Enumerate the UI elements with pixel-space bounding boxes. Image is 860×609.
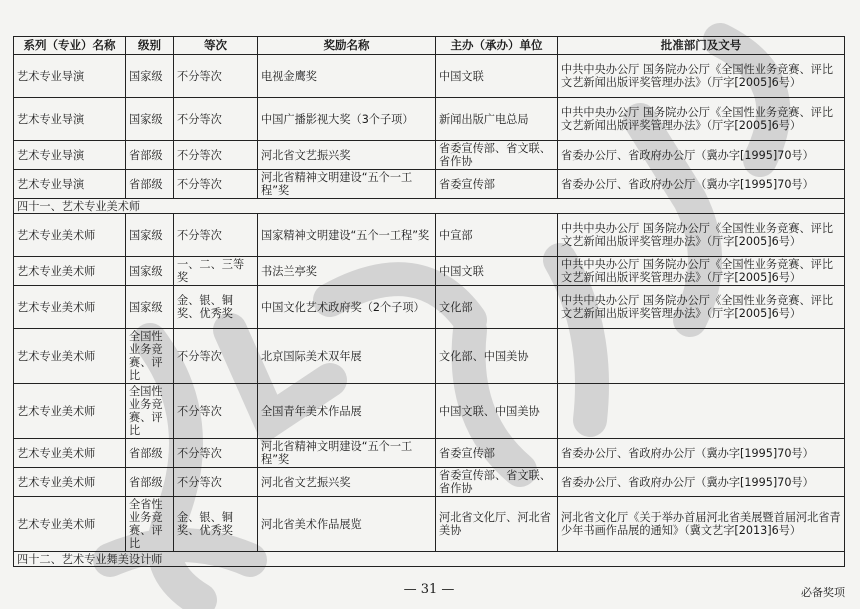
cell-series: 艺术专业美术师 bbox=[14, 439, 126, 468]
cell-approval-ref: 省委办公厅、省政府办公厅（冀办字[1995]70号） bbox=[558, 439, 845, 468]
cell-award-name: 河北省文艺振兴奖 bbox=[258, 468, 436, 497]
section-row bbox=[14, 552, 845, 567]
table-row bbox=[14, 329, 845, 384]
cell-series: 艺术专业美术师 bbox=[14, 468, 126, 497]
header-host-unit: 主办（承办）单位 bbox=[436, 37, 558, 55]
table-row bbox=[14, 98, 845, 141]
header-grade: 等次 bbox=[174, 37, 258, 55]
cell-host-unit: 河北省文化厅、河北省美协 bbox=[436, 497, 558, 552]
cell-grade: 金、银、铜奖、优秀奖 bbox=[174, 497, 258, 552]
cell-series: 艺术专业美术师 bbox=[14, 384, 126, 439]
cell-award-name: 河北省美术作品展览 bbox=[258, 497, 436, 552]
cell-approval-ref: 省委办公厅、省政府办公厅（冀办字[1995]70号） bbox=[558, 468, 845, 497]
cell-level: 省部级 bbox=[126, 468, 174, 497]
cell-grade: 不分等次 bbox=[174, 384, 258, 439]
cell-award-name: 河北省精神文明建设“五个一工程”奖 bbox=[258, 170, 436, 199]
cell-host-unit: 文化部、中国美协 bbox=[436, 329, 558, 384]
table-row bbox=[14, 257, 845, 286]
table-row bbox=[14, 55, 845, 98]
cell-level: 国家级 bbox=[126, 98, 174, 141]
cell-approval-ref: 河北省文化厅《关于举办首届河北省美展暨首届河北省青少年书画作品展的通知》（冀文艺字[2013]6号） bbox=[558, 497, 845, 552]
cell-approval-ref: 中共中央办公厅 国务院办公厅《全国性业务竞赛、评比文艺新闻出版评奖管理办法》（厅字[2005]6号） bbox=[558, 257, 845, 286]
footer-tag: 必备奖项 bbox=[801, 586, 845, 599]
cell-host-unit: 中国文联 bbox=[436, 257, 558, 286]
cell-grade: 不分等次 bbox=[174, 439, 258, 468]
cell-level: 全省性业务竞赛、评比 bbox=[126, 497, 174, 552]
cell-approval-ref: 中共中央办公厅 国务院办公厅《全国性业务竞赛、评比文艺新闻出版评奖管理办法》（厅字[2005]6号） bbox=[558, 286, 845, 329]
cell-grade: 不分等次 bbox=[174, 55, 258, 98]
cell-level: 国家级 bbox=[126, 257, 174, 286]
cell-series: 艺术专业导演 bbox=[14, 98, 126, 141]
cell-award-name: 书法兰亭奖 bbox=[258, 257, 436, 286]
cell-approval-ref: 中共中央办公厅 国务院办公厅《全国性业务竞赛、评比文艺新闻出版评奖管理办法》（厅字[2005]6号） bbox=[558, 98, 845, 141]
cell-approval-ref: 中共中央办公厅 国务院办公厅《全国性业务竞赛、评比文艺新闻出版评奖管理办法》（厅字[2005]6号） bbox=[558, 214, 845, 257]
table-body bbox=[14, 55, 845, 567]
cell-level: 省部级 bbox=[126, 170, 174, 199]
cell-approval-ref bbox=[558, 329, 845, 384]
award-table bbox=[13, 36, 845, 567]
cell-host-unit: 中国文联、中国美协 bbox=[436, 384, 558, 439]
cell-series: 艺术专业美术师 bbox=[14, 257, 126, 286]
cell-grade: 不分等次 bbox=[174, 214, 258, 257]
cell-level: 省部级 bbox=[126, 141, 174, 170]
cell-series: 艺术专业导演 bbox=[14, 170, 126, 199]
cell-approval-ref: 省委办公厅、省政府办公厅（冀办字[1995]70号） bbox=[558, 170, 845, 199]
cell-series: 艺术专业美术师 bbox=[14, 497, 126, 552]
cell-award-name: 电视金鹰奖 bbox=[258, 55, 436, 98]
cell-level: 全国性业务竞赛、评比 bbox=[126, 329, 174, 384]
cell-approval-ref: 中共中央办公厅 国务院办公厅《全国性业务竞赛、评比文艺新闻出版评奖管理办法》（厅字[2005]6号） bbox=[558, 55, 845, 98]
cell-grade: 金、银、铜奖、优秀奖 bbox=[174, 286, 258, 329]
cell-approval-ref bbox=[558, 384, 845, 439]
cell-grade: 一、二、三等奖 bbox=[174, 257, 258, 286]
cell-series: 艺术专业美术师 bbox=[14, 329, 126, 384]
header-award-name: 奖励名称 bbox=[258, 37, 436, 55]
cell-award-name: 河北省文艺振兴奖 bbox=[258, 141, 436, 170]
cell-grade: 不分等次 bbox=[174, 170, 258, 199]
cell-host-unit: 新闻出版广电总局 bbox=[436, 98, 558, 141]
table-row bbox=[14, 439, 845, 468]
cell-award-name: 河北省精神文明建设“五个一工程”奖 bbox=[258, 439, 436, 468]
cell-series: 艺术专业美术师 bbox=[14, 286, 126, 329]
cell-grade: 不分等次 bbox=[174, 98, 258, 141]
table-row bbox=[14, 286, 845, 329]
table-row bbox=[14, 468, 845, 497]
header-level: 级别 bbox=[126, 37, 174, 55]
cell-series: 艺术专业导演 bbox=[14, 141, 126, 170]
section-row bbox=[14, 199, 845, 214]
table-row bbox=[14, 214, 845, 257]
cell-host-unit: 省委宣传部 bbox=[436, 170, 558, 199]
cell-award-name: 中国文化艺术政府奖（2个子项） bbox=[258, 286, 436, 329]
page-number: — 31 — bbox=[403, 582, 455, 597]
header-series: 系列（专业）名称 bbox=[14, 37, 126, 55]
cell-host-unit: 文化部 bbox=[436, 286, 558, 329]
cell-award-name: 北京国际美术双年展 bbox=[258, 329, 436, 384]
section-title: 四十二、艺术专业舞美设计师 bbox=[14, 552, 845, 567]
cell-series: 艺术专业美术师 bbox=[14, 214, 126, 257]
cell-grade: 不分等次 bbox=[174, 468, 258, 497]
table-row bbox=[14, 497, 845, 552]
cell-award-name: 国家精神文明建设“五个一工程”奖 bbox=[258, 214, 436, 257]
table-row bbox=[14, 141, 845, 170]
cell-grade: 不分等次 bbox=[174, 329, 258, 384]
cell-level: 省部级 bbox=[126, 439, 174, 468]
cell-award-name: 全国青年美术作品展 bbox=[258, 384, 436, 439]
cell-award-name: 中国广播影视大奖（3个子项） bbox=[258, 98, 436, 141]
cell-approval-ref: 省委办公厅、省政府办公厅（冀办字[1995]70号） bbox=[558, 141, 845, 170]
cell-level: 国家级 bbox=[126, 55, 174, 98]
cell-level: 国家级 bbox=[126, 214, 174, 257]
table-row bbox=[14, 384, 845, 439]
cell-level: 全国性业务竞赛、评比 bbox=[126, 384, 174, 439]
cell-host-unit: 中宣部 bbox=[436, 214, 558, 257]
cell-host-unit: 省委宣传部、省文联、省作协 bbox=[436, 468, 558, 497]
section-title: 四十一、艺术专业美术师 bbox=[14, 199, 845, 214]
cell-grade: 不分等次 bbox=[174, 141, 258, 170]
cell-host-unit: 省委宣传部、省文联、省作协 bbox=[436, 141, 558, 170]
cell-host-unit: 省委宣传部 bbox=[436, 439, 558, 468]
table-row bbox=[14, 170, 845, 199]
header-approval-ref: 批准部门及文号 bbox=[558, 37, 845, 55]
table-header-row bbox=[14, 37, 845, 55]
cell-level: 国家级 bbox=[126, 286, 174, 329]
cell-series: 艺术专业导演 bbox=[14, 55, 126, 98]
cell-host-unit: 中国文联 bbox=[436, 55, 558, 98]
page-footer bbox=[13, 582, 845, 602]
